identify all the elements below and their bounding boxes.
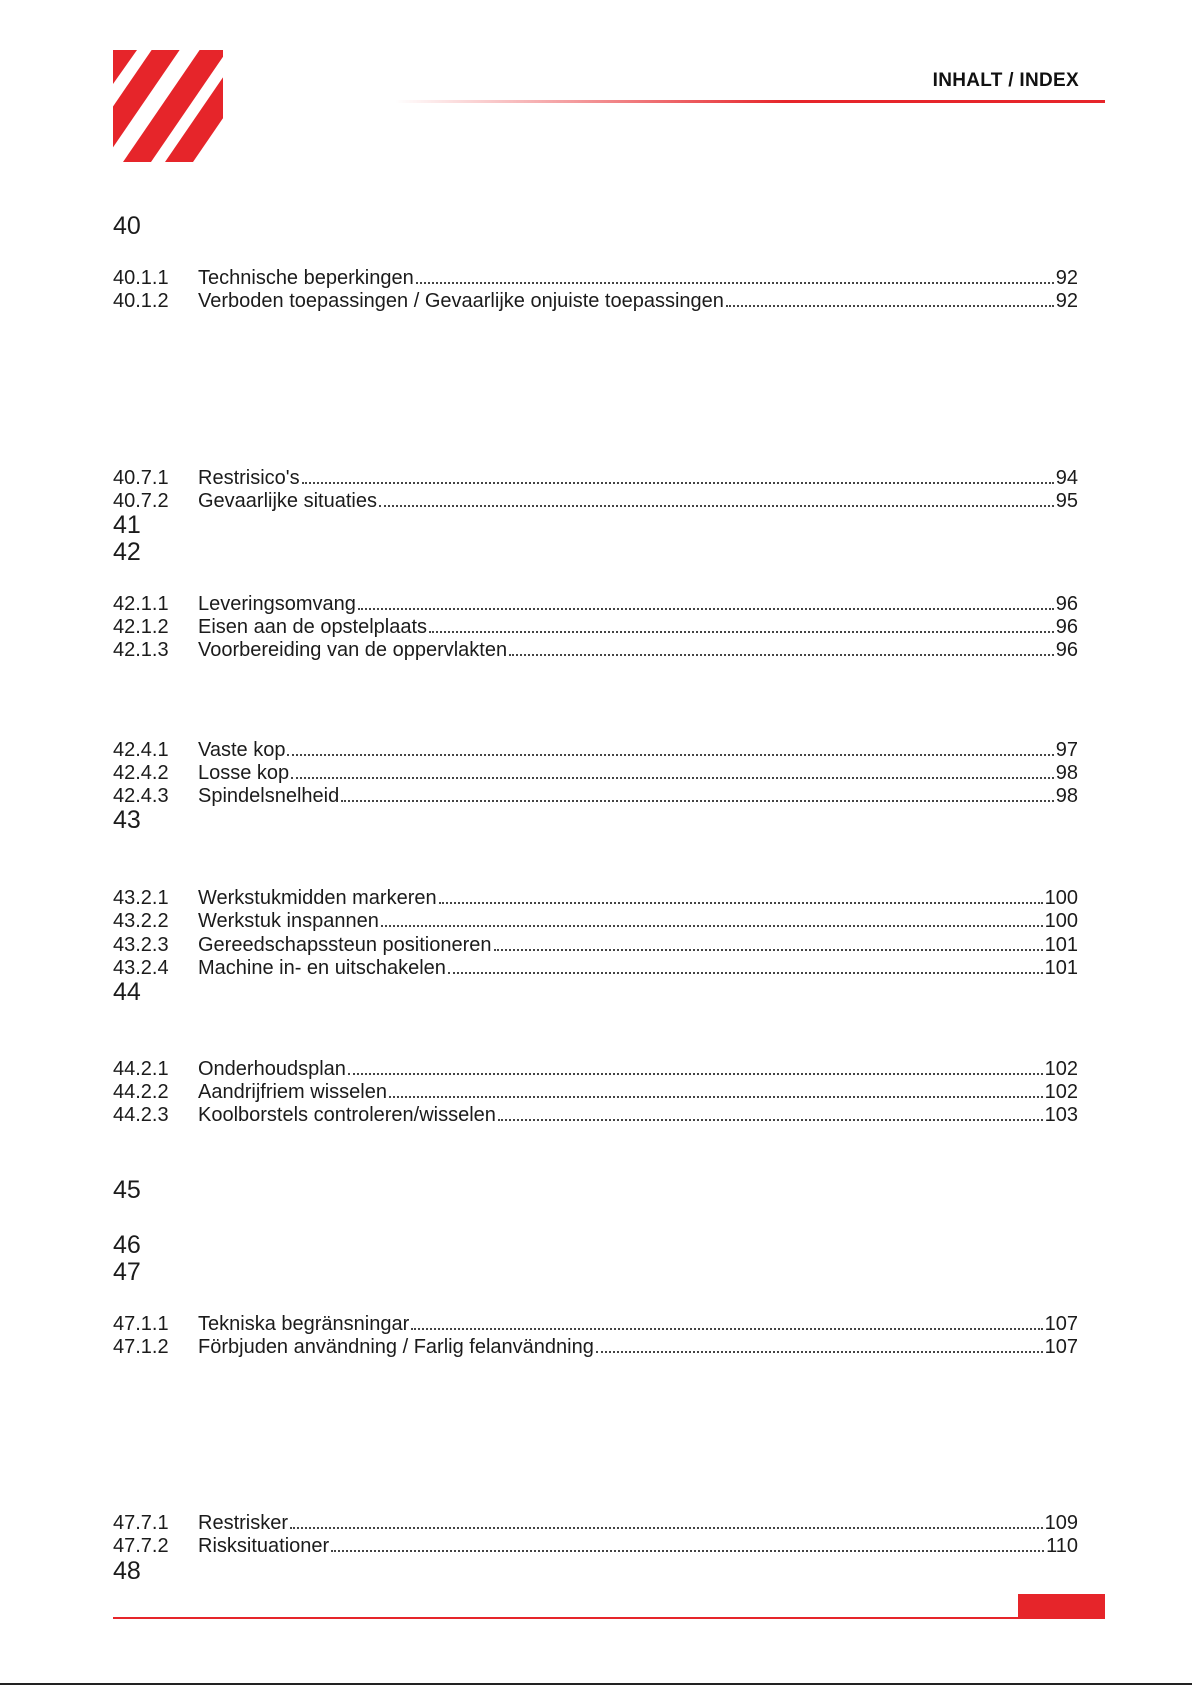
chapter-heading: 42 [113, 538, 141, 566]
toc-entry-title: Machine in- en uitschakelen [198, 957, 446, 979]
header-title: INHALT / INDEX [932, 70, 1079, 91]
toc-entry-number: 40.1.2 [113, 290, 169, 312]
toc-entry[interactable] [113, 1534, 1078, 1558]
dot-leader [358, 608, 1054, 610]
toc-entry[interactable] [113, 909, 1078, 933]
toc-entry-page: 101 [1044, 957, 1078, 979]
toc-entry-page: 102 [1044, 1058, 1078, 1080]
dot-leader [494, 949, 1043, 951]
toc-entry-title: Losse kop [198, 762, 290, 784]
dot-leader [416, 282, 1054, 284]
toc-entry-number: 40.7.1 [113, 467, 169, 489]
toc-entry[interactable] [113, 1335, 1078, 1359]
toc-entry-number: 42.1.1 [113, 593, 169, 615]
toc-entry-number: 44.2.2 [113, 1081, 169, 1103]
toc-entry-title: Onderhoudsplan [198, 1058, 346, 1080]
toc-entry[interactable] [113, 638, 1078, 662]
toc-entry-title: Spindelsnelheid [198, 785, 340, 807]
toc-entry-page: 103 [1044, 1104, 1078, 1126]
toc-entry[interactable] [113, 1057, 1078, 1081]
chapter-heading: 40 [113, 212, 141, 240]
toc-entry-title: Technische beperkingen [198, 267, 414, 289]
toc-entry-title: Gevaarlijke situaties [198, 490, 377, 512]
dot-leader [290, 1527, 1043, 1529]
toc-entry-number: 44.2.1 [113, 1058, 169, 1080]
toc-entry-page: 92 [1055, 267, 1078, 289]
toc-entry-page: 107 [1044, 1336, 1078, 1358]
toc-entry-number: 42.4.1 [113, 739, 169, 761]
toc-entry-page: 109 [1044, 1512, 1078, 1534]
toc-entry-number: 43.2.4 [113, 957, 169, 979]
chapter-heading: 41 [113, 511, 141, 539]
dot-leader [302, 482, 1054, 484]
dot-leader [439, 902, 1043, 904]
toc-entry-number: 47.7.1 [113, 1512, 169, 1534]
toc-entry-number: 42.4.2 [113, 762, 169, 784]
dot-leader [411, 1328, 1042, 1330]
dot-leader [509, 654, 1054, 656]
toc-entry-page: 98 [1055, 785, 1078, 807]
toc-entry[interactable] [113, 592, 1078, 616]
toc-entry-number: 47.1.1 [113, 1313, 169, 1335]
toc-entry-page: 100 [1044, 910, 1078, 932]
toc-entry-number: 47.1.2 [113, 1336, 169, 1358]
toc-entry-title: Eisen aan de opstelplaats [198, 616, 428, 638]
brand-logo [113, 50, 223, 162]
dot-leader [379, 505, 1054, 507]
toc-entry[interactable] [113, 1312, 1078, 1336]
toc-entry-page: 96 [1055, 616, 1078, 638]
toc-entry-title: Tekniska begränsningar [198, 1313, 410, 1335]
toc-entry-title: Werkstuk inspannen [198, 910, 379, 932]
toc-entry-title: Koolborstels controleren/wisselen [198, 1104, 496, 1126]
dot-leader [287, 754, 1053, 756]
toc-entry-page: 96 [1055, 593, 1078, 615]
toc-entry[interactable] [113, 886, 1078, 910]
dot-leader [429, 631, 1054, 633]
toc-entry-page: 102 [1044, 1081, 1078, 1103]
toc-entry-page: 100 [1044, 887, 1078, 909]
dot-leader [448, 972, 1043, 974]
toc-entry-title: Voorbereiding van de oppervlakten [198, 639, 508, 661]
toc-entry-number: 40.7.2 [113, 490, 169, 512]
toc-entry-title: Leveringsomvang [198, 593, 356, 615]
toc-entry-title: Werkstukmidden markeren [198, 887, 437, 909]
toc-entry[interactable] [113, 466, 1078, 490]
toc-entry-number: 44.2.3 [113, 1104, 169, 1126]
toc-entry-page: 97 [1055, 739, 1078, 761]
toc-entry-number: 40.1.1 [113, 267, 169, 289]
toc-entry-number: 42.1.2 [113, 616, 169, 638]
toc-entry-page: 95 [1055, 490, 1078, 512]
chapter-heading: 45 [113, 1176, 141, 1204]
toc-entry-title: Förbjuden användning / Farlig felanvändning [198, 1336, 594, 1358]
toc-entry-title: Vaste kop [198, 739, 286, 761]
toc-entry-page: 92 [1055, 290, 1078, 312]
dot-leader [348, 1073, 1043, 1075]
toc-entry[interactable] [113, 761, 1078, 785]
toc-entry-number: 43.2.2 [113, 910, 169, 932]
footer-rule [113, 1617, 1105, 1619]
dot-leader [596, 1351, 1043, 1353]
chapter-heading: 43 [113, 806, 141, 834]
toc-entry-number: 43.2.1 [113, 887, 169, 909]
toc-entry-number: 47.7.2 [113, 1535, 169, 1557]
toc-entry[interactable] [113, 489, 1078, 513]
toc-entry[interactable] [113, 1103, 1078, 1127]
dot-leader [389, 1096, 1043, 1098]
toc-entry[interactable] [113, 289, 1078, 313]
toc-entry-title: Risksituationer [198, 1535, 330, 1557]
chapter-heading: 44 [113, 978, 141, 1006]
toc-entry-title: Gereedschapssteun positioneren [198, 934, 492, 956]
chapter-heading: 47 [113, 1258, 141, 1286]
toc-entry-title: Restrisker [198, 1512, 289, 1534]
chapter-heading: 48 [113, 1557, 141, 1585]
toc-entry[interactable] [113, 784, 1078, 808]
toc-entry-page: 98 [1055, 762, 1078, 784]
header-rule [395, 100, 1105, 103]
dot-leader [331, 1550, 1044, 1552]
chapter-heading: 46 [113, 1231, 141, 1259]
toc-entry-page: 101 [1044, 934, 1078, 956]
toc-entry-title: Verboden toepassingen / Gevaarlijke onjuiste toepassingen [198, 290, 724, 312]
toc-entry-title: Aandrijfriem wisselen [198, 1081, 387, 1103]
toc-entry[interactable] [113, 956, 1078, 980]
toc-entry[interactable] [113, 738, 1078, 762]
toc-entry-title: Restrisico's [198, 467, 300, 489]
toc-entry[interactable] [113, 1080, 1078, 1104]
dot-leader [291, 777, 1054, 779]
toc-entry-number: 42.1.3 [113, 639, 169, 661]
toc-entry-page: 110 [1046, 1535, 1078, 1557]
toc-entry-number: 42.4.3 [113, 785, 169, 807]
toc-entry-page: 107 [1044, 1313, 1078, 1335]
footer-page-tab [1018, 1594, 1105, 1618]
dot-leader [381, 925, 1043, 927]
toc-entry[interactable] [113, 1511, 1078, 1535]
toc-entry[interactable] [113, 615, 1078, 639]
toc-entry-page: 96 [1055, 639, 1078, 661]
toc-entry-page: 94 [1055, 467, 1078, 489]
toc-entry[interactable] [113, 266, 1078, 290]
toc-entry-number: 43.2.3 [113, 934, 169, 956]
toc-entry[interactable] [113, 933, 1078, 957]
dot-leader [341, 800, 1054, 802]
dot-leader [726, 305, 1054, 307]
dot-leader [498, 1119, 1043, 1121]
